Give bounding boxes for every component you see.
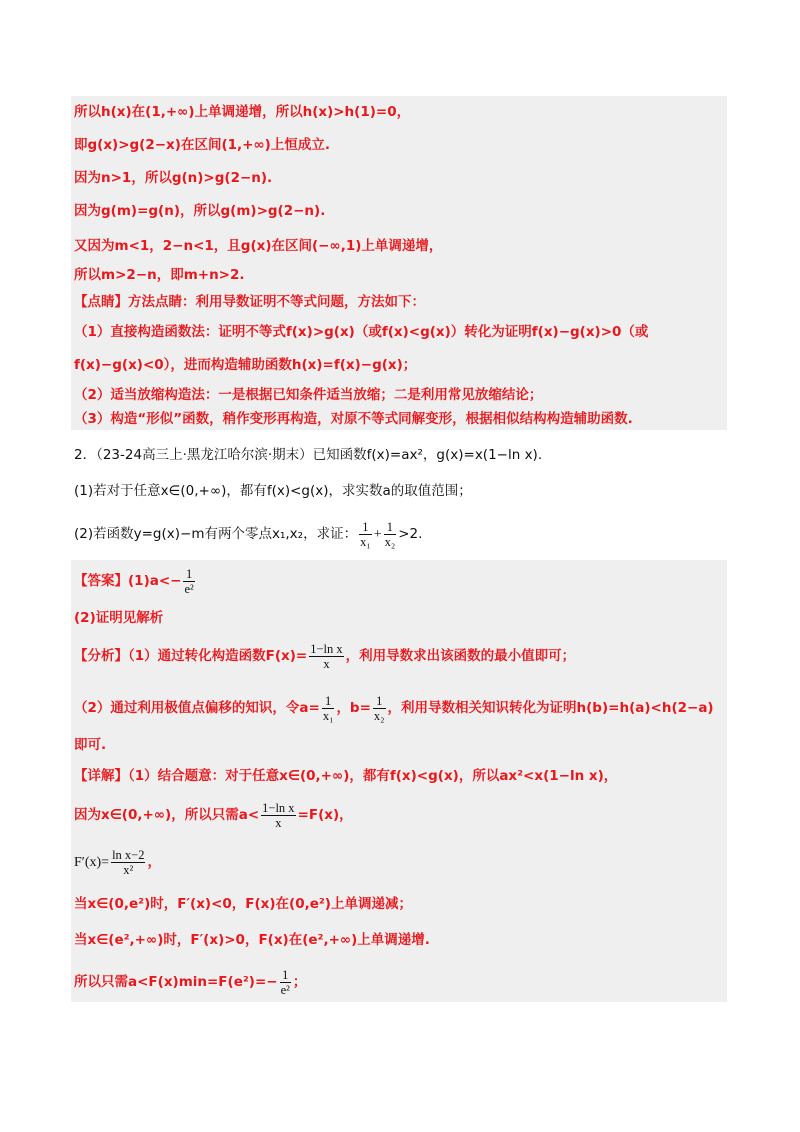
- problem-part-1: (1)若对于任意x∈(0,+∞)，都有f(x)<g(x)，求实数a的取值范围；: [74, 483, 472, 499]
- fraction: [384, 520, 397, 549]
- text-segment: ，利用导数求出该函数的最小值即可；: [345, 648, 576, 664]
- problem-part-2: (2)若函数y=g(x)−m有两个零点x₁,x₂，求证： $\frac{1}{\text{x₁}}$ + $\frac{1}{\text{x₂}}$ >2.: [74, 519, 423, 549]
- text-segment: 【分析】（1）通过转化构造函数F(x)=: [74, 648, 308, 664]
- fraction: [261, 801, 295, 830]
- problem-statement: 2．（23-24高三上·黑龙江哈尔滨·期末）已知函数f(x)=ax²，g(x)=x(1−ln x).: [74, 447, 543, 463]
- text-segment: ，: [147, 854, 161, 870]
- fraction: [111, 848, 145, 877]
- text-line: （3）构造“形似”函数，稍作变形再构造，对原不等式同解变形，根据相似结构构造辅助函数.: [74, 411, 633, 427]
- denominator: x: [323, 656, 330, 671]
- numerator: 1: [280, 968, 291, 983]
- text-segment: >2.: [398, 526, 423, 542]
- denominator: x₂: [373, 708, 385, 723]
- answer-line: (2)证明见解析: [74, 610, 164, 626]
- text-line: 所以h(x)在(1,+∞)上单调递增，所以h(x)>h(1)=0，: [74, 104, 411, 120]
- text-segment: 所以只需a<F(x)min=F(e²)=−: [74, 974, 278, 990]
- text-segment: (2)若函数y=g(x)−m有两个零点x₁,x₂，求证：: [74, 526, 358, 542]
- denominator: x₁: [360, 534, 371, 549]
- text-segment: （2）通过利用极值点偏移的知识，令a=: [74, 700, 320, 716]
- analysis-line: [74, 692, 714, 724]
- denominator: e²: [184, 581, 194, 596]
- text-segment: ；: [292, 974, 307, 990]
- fraction: [359, 520, 372, 549]
- text-line: 即g(x)>g(2−x)在区间(1,+∞)上恒成立.: [74, 137, 330, 153]
- text-line: （2）适当放缩构造法：一是根据已知条件适当放缩；二是利用常见放缩结论；: [74, 387, 543, 403]
- detail-line: [74, 798, 353, 832]
- fraction: [373, 694, 386, 723]
- denominator: x²: [123, 862, 134, 877]
- denominator: x₁: [322, 708, 334, 723]
- fraction: [183, 567, 194, 596]
- numerator: ln x−2: [112, 847, 145, 862]
- text-line: 所以m>2−n，即m+n>2.: [74, 267, 245, 283]
- denominator: x: [275, 815, 282, 830]
- numerator: 1: [322, 694, 335, 709]
- fraction: [280, 968, 291, 997]
- fraction: [322, 694, 335, 723]
- text-line: （1）直接构造函数法：证明不等式f(x)>g(x)（或f(x)<g(x)）转化为证明f(x)−g(x)>0（或: [74, 324, 649, 340]
- fraction: [309, 642, 343, 671]
- detail-line: 当x∈(0,e²)时，F′(x)<0，F(x)在(0,e²)上单调递减；: [74, 896, 412, 912]
- text-line: 因为g(m)=g(n)，所以g(m)>g(2−n).: [74, 203, 326, 219]
- text-line: 又因为m<1，2−n<1，且g(x)在区间(−∞,1)上单调递增，: [74, 238, 443, 254]
- analysis-line: [74, 640, 575, 672]
- text-segment: F′(x)=: [74, 855, 110, 870]
- numerator: 1: [384, 520, 397, 535]
- numerator: 1: [359, 520, 372, 535]
- detail-line: 当x∈(e²,+∞)时，F′(x)>0，F(x)在(e²,+∞)上单调递增.: [74, 932, 430, 948]
- numerator: 1−ln x: [262, 800, 295, 815]
- text-segment: ，b=: [336, 700, 371, 716]
- denominator: x₂: [384, 534, 396, 549]
- answer-line: [74, 566, 197, 596]
- text-segment: =F(x)，: [297, 807, 353, 823]
- denominator: e²: [280, 982, 290, 997]
- tip-heading: 【点睛】方法点睛：利用导数证明不等式问题，方法如下：: [74, 294, 425, 310]
- text-line: 因为n>1，所以g(n)>g(2−n).: [74, 170, 273, 186]
- text-line: f(x)−g(x)<0），进而构造辅助函数h(x)=f(x)−g(x)；: [74, 357, 417, 373]
- detail-line: [74, 845, 161, 879]
- numerator: 1: [183, 567, 194, 582]
- text-segment: 因为x∈(0,+∞)，所以只需a<: [74, 807, 260, 823]
- detail-line: [74, 967, 306, 997]
- numerator: 1: [373, 694, 386, 709]
- text-segment: 【答案】(1)a<−: [74, 573, 182, 589]
- text-segment: ，利用导数相关知识转化为证明h(b)=h(a)<h(2−a): [387, 700, 714, 716]
- detail-line: 【详解】（1）结合题意：对于任意x∈(0,+∞)，都有f(x)<g(x)，所以ax²<x(1−ln x)，: [74, 768, 618, 784]
- analysis-line: 即可.: [74, 737, 107, 753]
- numerator: 1−ln x: [310, 641, 343, 656]
